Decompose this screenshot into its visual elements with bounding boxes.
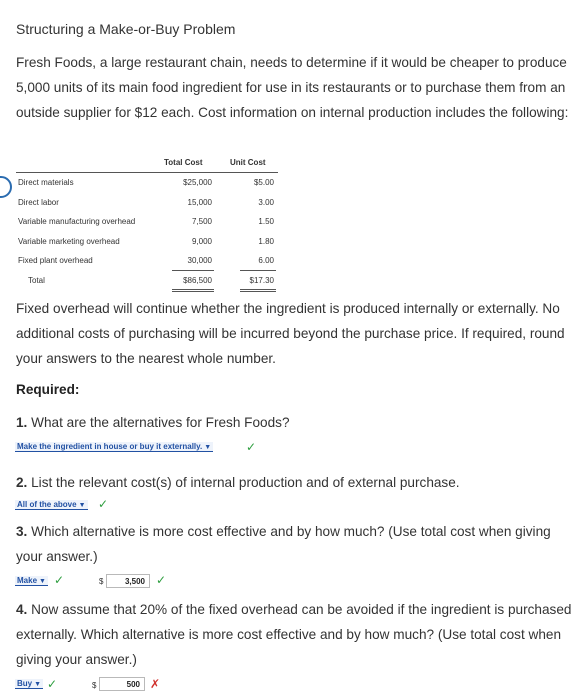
table-row <box>16 234 278 252</box>
header-total-cost: Total Cost <box>164 158 203 167</box>
dropdown-arrow-icon: ▼ <box>78 502 86 509</box>
row-label: Direct materials <box>18 178 74 187</box>
row-unit: 3.00 <box>258 198 274 207</box>
dropdown-arrow-icon: ▼ <box>204 444 212 451</box>
row-unit: 6.00 <box>258 256 274 265</box>
question-text: List the relevant cost(s) of internal production and of external purchase. <box>31 475 460 490</box>
dropdown-arrow-icon: ▼ <box>34 681 42 688</box>
table-row <box>16 214 278 232</box>
dropdown-value: Make <box>17 576 38 585</box>
incorrect-x-icon: ✗ <box>150 677 161 691</box>
question-number: 2. <box>16 475 28 490</box>
note-paragraph: Fixed overhead will continue whether the ingredient is produced internally or externally. No additional costs of purchasing will be incurred beyond the purchase price. If required, round your answers to the nearest whole number. <box>16 301 565 366</box>
q2-answer-dropdown[interactable] <box>15 500 88 510</box>
intro-paragraph: Fresh Foods, a large restaurant chain, needs to determine if it would be cheaper to produce 5,000 units of its main food ingredient for use in its restaurants or to purchase them from an outside supplier for $12 each. Cost information on internal production includes the following: <box>16 55 569 120</box>
row-label: Direct labor <box>18 198 59 207</box>
row-label: Variable manufacturing overhead <box>18 217 136 226</box>
dropdown-value: Make the ingredient in house or buy it externally. <box>17 442 203 451</box>
q4-amount-input[interactable]: 500 <box>99 677 145 691</box>
table-row <box>16 175 278 193</box>
row-unit: 1.80 <box>258 237 274 246</box>
q4-answer-dropdown[interactable] <box>15 679 43 689</box>
dropdown-value: All of the above <box>17 500 77 509</box>
total-double-rule <box>240 289 276 290</box>
dropdown-arrow-icon: ▼ <box>39 578 46 585</box>
cost-table <box>16 150 278 290</box>
total-double-rule <box>172 289 214 290</box>
question-2 <box>16 470 572 495</box>
currency-symbol: $ <box>99 577 104 586</box>
row-total: 15,000 <box>187 198 212 207</box>
required-heading: Required: <box>16 382 80 397</box>
q3-amount-input[interactable]: 3,500 <box>106 574 150 588</box>
row-label: Variable marketing overhead <box>18 237 120 246</box>
table-row <box>16 253 278 271</box>
row-unit: $5.00 <box>253 178 274 187</box>
row-total: 9,000 <box>191 237 212 246</box>
question-1 <box>16 410 572 435</box>
correct-check-icon: ✓ <box>54 573 65 587</box>
correct-check-icon: ✓ <box>246 440 257 454</box>
question-text: What are the alternatives for Fresh Foods? <box>31 415 290 430</box>
row-total: $25,000 <box>183 178 212 187</box>
question-text: Now assume that 20% of the fixed overhead can be avoided if the ingredient is purchased externally. Which alternative is more cost effective and by how much? (Use total cost when giving your answer.) <box>16 602 572 667</box>
total-double-rule <box>240 291 276 292</box>
currency-symbol: $ <box>92 681 97 690</box>
row-total: 7,500 <box>191 217 212 226</box>
question-number: 4. <box>16 602 28 617</box>
correct-check-icon: ✓ <box>156 573 167 587</box>
q1-answer-dropdown[interactable] <box>15 442 213 452</box>
correct-check-icon: ✓ <box>47 677 58 691</box>
table-row <box>16 195 278 213</box>
row-total: 30,000 <box>187 256 212 265</box>
total-cost-value: $86,500 <box>183 276 212 285</box>
row-unit: 1.50 <box>258 217 274 226</box>
focus-ring-indicator <box>0 176 12 198</box>
dropdown-value: Buy <box>17 679 33 688</box>
question-3 <box>16 519 572 569</box>
total-double-rule <box>172 291 214 292</box>
row-label: Fixed plant overhead <box>18 256 93 265</box>
correct-check-icon: ✓ <box>98 497 109 511</box>
table-header-divider <box>16 172 278 173</box>
q3-answer-dropdown[interactable] <box>15 576 48 586</box>
total-rule <box>240 270 276 271</box>
problem-title: Structuring a Make-or-Buy Problem <box>16 21 236 37</box>
header-unit-cost: Unit Cost <box>230 158 266 167</box>
question-number: 1. <box>16 415 28 430</box>
question-number: 3. <box>16 524 28 539</box>
total-label: Total <box>28 276 45 285</box>
total-unit-value: $17.30 <box>249 276 274 285</box>
question-4 <box>16 597 572 672</box>
table-total-row <box>16 273 278 291</box>
total-rule <box>172 270 214 271</box>
question-text: Which alternative is more cost effective and by how much? (Use total cost when giving your answer.) <box>16 524 551 564</box>
